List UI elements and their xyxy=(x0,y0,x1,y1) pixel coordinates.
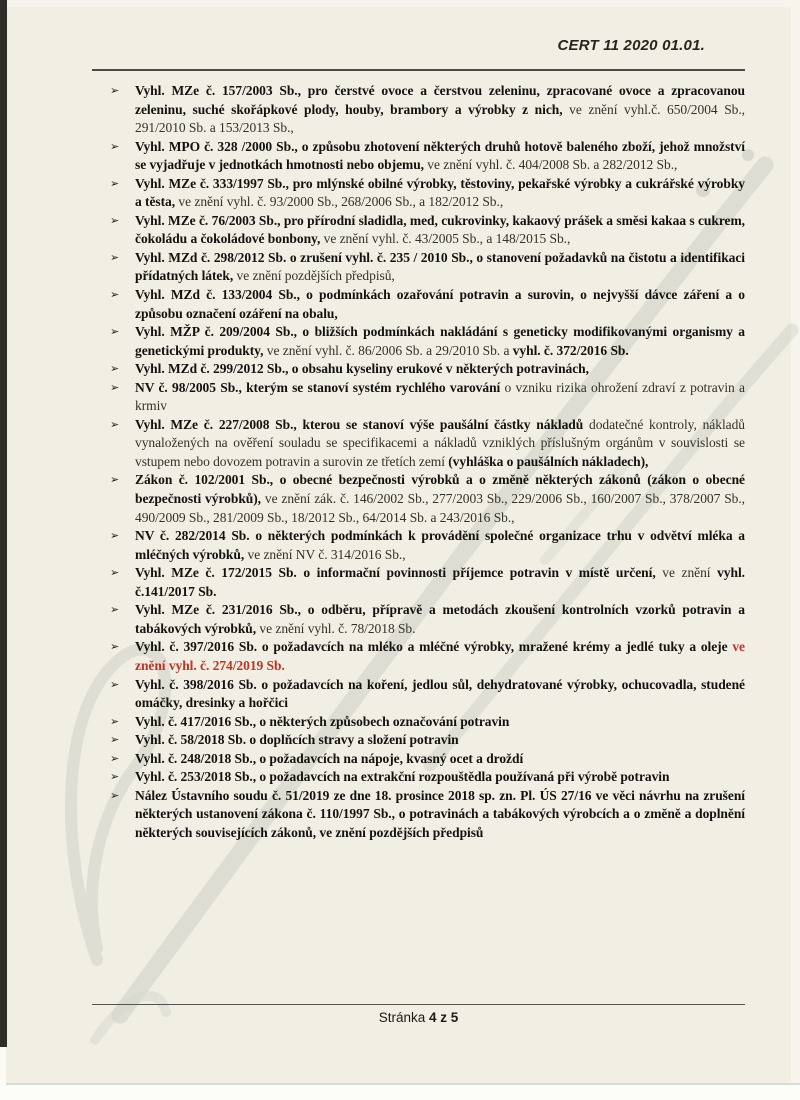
scan-edge-top xyxy=(6,0,800,7)
arrow-bullet-icon: ➢ xyxy=(110,529,120,543)
arrow-bullet-icon: ➢ xyxy=(110,640,120,654)
list-item-text: Vyhl. MPO č. 328 /2000 Sb., o způsobu zhotovení některých druhů hotově baleného zboží, jehož množství se vyjadřuje v jednotkách hmotnosti nebo objemu, ve znění vyhl. č. 404/2008 Sb. a 282/2012 Sb., xyxy=(135,138,745,173)
arrow-bullet-icon: ➢ xyxy=(110,213,120,227)
list-item xyxy=(92,360,745,379)
list-item-text: Vyhl. MZe č. 172/2015 Sb. o informační povinnosti příjemce potravin v místě určení, ve znění vyhl. č.141/2017 Sb. xyxy=(135,565,745,599)
list-item-text: Nález Ústavního soudu č. 51/2019 ze dne 18. prosince 2018 sp. zn. Pl. ÚS 27/16 ve věci návrhu na zrušení některých ustanovení zákona č. 110/1997 Sb., o potravinách a tabákových výrobcích a o změně a doplnění některých souvisejících zákonů, ve znění pozdějších předpisů xyxy=(135,787,745,840)
arrow-bullet-icon: ➢ xyxy=(110,325,120,339)
list-item-text: Vyhl. č. 398/2016 Sb. o požadavcích na koření, jedlou sůl, dehydratované výrobky, ochucovadla, studené omáčky, dresinky a hořčici xyxy=(135,676,745,711)
list-item-text: Vyhl. č. 253/2018 Sb., o požadavcích na extrakční rozpouštědla používaná při výrobě potravin xyxy=(135,769,670,785)
list-item xyxy=(92,676,745,713)
arrow-bullet-icon: ➢ xyxy=(110,84,120,97)
list-item xyxy=(92,323,745,360)
arrow-bullet-icon: ➢ xyxy=(110,288,120,302)
list-item-text: Vyhl. č. 397/2016 Sb. o požadavcích na mléko a mléčné výrobky, mražené krémy a jedlé tuky a oleje ve znění vyhl. č. 274/2019 Sb. xyxy=(135,639,745,673)
arrow-bullet-icon: ➢ xyxy=(110,473,120,487)
arrow-bullet-icon: ➢ xyxy=(110,250,120,264)
list-item-text: Vyhl. č. 417/2016 Sb., o některých způsobech označování potravin xyxy=(135,713,510,729)
list-item xyxy=(92,768,745,787)
arrow-bullet-icon: ➢ xyxy=(110,788,120,802)
list-item-text: Vyhl. MZe č. 333/1997 Sb., pro mlýnské obilné výrobky, těstoviny, pekařské výrobky a cukrářské výrobky a těsta, ve znění vyhl. č. 93/2000 Sb., 268/2006 Sb., a 182/2012 Sb., xyxy=(135,175,745,210)
footer-divider xyxy=(92,1004,745,1005)
list-item xyxy=(92,731,745,750)
list-item xyxy=(92,601,745,638)
list-item xyxy=(92,527,745,564)
arrow-bullet-icon: ➢ xyxy=(110,139,120,153)
list-item xyxy=(92,379,745,416)
scan-edge-left xyxy=(0,0,7,1047)
arrow-bullet-icon: ➢ xyxy=(110,176,120,190)
arrow-bullet-icon: ➢ xyxy=(110,677,120,691)
list-item xyxy=(92,471,745,527)
list-item xyxy=(92,564,745,601)
arrow-bullet-icon: ➢ xyxy=(110,733,120,747)
list-item-text: Vyhl. MZd č. 299/2012 Sb., o obsahu kyseliny erukové v některých potravinách, xyxy=(135,361,589,377)
arrow-bullet-icon: ➢ xyxy=(110,751,120,765)
scan-edge-right xyxy=(791,0,800,1083)
document-code: CERT 11 2020 01.01. xyxy=(557,37,705,54)
header-divider xyxy=(92,69,745,71)
list-item-text: Vyhl. č. 58/2018 Sb. o doplňcích stravy a složení potravin xyxy=(135,732,459,748)
list-item xyxy=(92,750,745,769)
list-item xyxy=(92,787,745,843)
list-item xyxy=(92,249,745,286)
scanner-background xyxy=(0,1085,800,1100)
list-item xyxy=(92,212,745,249)
list-item-text: Vyhl. MZe č. 231/2016 Sb., o odběru, přípravě a metodách zkoušení kontrolních vzorků potravin a tabákových výrobků, ve znění vyhl. č. 78/2018 Sb. xyxy=(135,602,745,636)
footer-page-value: 4 z 5 xyxy=(429,1010,459,1025)
list-item-text: Vyhl. MŽP č. 209/2004 Sb., o bližších podmínkách nakládání s geneticky modifikovanými organismy a genetickými produkty, ve znění vyhl. č. 86/2006 Sb. a 29/2010 Sb. a vyhl. č. 372/2016 Sb. xyxy=(135,324,745,358)
list-item-text: Vyhl. MZe č. 157/2003 Sb., pro čerstvé ovoce a čerstvou zeleninu, zpracované ovoce a zpracovanou zeleninu, suché skořápkové plody, houby, brambory a výrobky z nich, ve znění vyhl.č. 650/2004 Sb., 291/2010 Sb. a 153/2013 Sb., xyxy=(135,83,745,136)
arrow-bullet-icon: ➢ xyxy=(110,603,120,617)
arrow-bullet-icon: ➢ xyxy=(110,380,120,394)
list-item-text: Vyhl. MZd č. 298/2012 Sb. o zrušení vyhl. č. 235 / 2010 Sb., o stanovení požadavků na čistotu a identifikaci přídatných látek, ve znění pozdějších předpisů, xyxy=(135,249,745,284)
arrow-bullet-icon: ➢ xyxy=(110,714,120,728)
footer-page-number xyxy=(92,1010,745,1025)
list-item xyxy=(92,138,745,175)
arrow-bullet-icon: ➢ xyxy=(110,566,120,580)
arrow-bullet-icon: ➢ xyxy=(110,417,120,431)
list-item-text: NV č. 282/2014 Sb. o některých podmínkách k provádění společné organizace trhu v odvětví mléka a mléčných výrobků, ve znění NV č. 314/2016 Sb., xyxy=(135,528,745,562)
list-item xyxy=(92,286,745,323)
arrow-bullet-icon: ➢ xyxy=(110,770,120,784)
list-item xyxy=(92,175,745,212)
arrow-bullet-icon: ➢ xyxy=(110,362,120,376)
list-item-text: Vyhl. MZd č. 133/2004 Sb., o podmínkách ozařování potravin a surovin, o nejvyšší dávce záření a o způsobu označení ozáření na obalu, xyxy=(135,287,745,321)
list-item-text: Vyhl. č. 248/2018 Sb., o požadavcích na nápoje, kvasný ocet a droždí xyxy=(135,750,524,766)
list-item xyxy=(92,713,745,732)
footer-page-label: Stránka xyxy=(378,1010,429,1025)
list-item-text: Vyhl. MZe č. 76/2003 Sb., pro přírodní sladidla, med, cukrovinky, kakaový prášek a směsi kakaa s cukrem, čokoládu a čokoládové bonbony, ve znění vyhl. č. 43/2005 Sb., a 148/2015 Sb., xyxy=(135,212,745,247)
list-item-text: Vyhl. MZe č. 227/2008 Sb., kterou se stanoví výše paušální částky nákladů dodatečné kontroly, nákladů vynaložených na ověření souladu se specifikacemi a nákladů vzniklých příslušným orgánům v souvislosti se vstupem nebo dovozem potravin a surovin ze třetích zemí (vyhláška o paušálních nákladech), xyxy=(135,416,745,469)
list-item xyxy=(92,638,745,675)
list-item-text: NV č. 98/2005 Sb., kterým se stanoví systém rychlého varování o vzniku rizika ohrožení zdraví z potravin a krmiv xyxy=(135,379,745,414)
list-item xyxy=(92,82,745,138)
regulation-list xyxy=(92,82,745,842)
list-item-text: Zákon č. 102/2001 Sb., o obecné bezpečnosti výrobků a o změně některých zákonů (zákon o obecné bezpečnosti výrobků), ve znění zák. č. 146/2002 Sb., 277/2003 Sb., 229/2006 Sb., 160/2007 Sb., 378/2007 Sb., 490/2009 Sb., 281/2009 Sb., 18/2012 Sb., 64/2014 Sb. a 243/2016 Sb., xyxy=(135,472,745,525)
list-item xyxy=(92,416,745,472)
